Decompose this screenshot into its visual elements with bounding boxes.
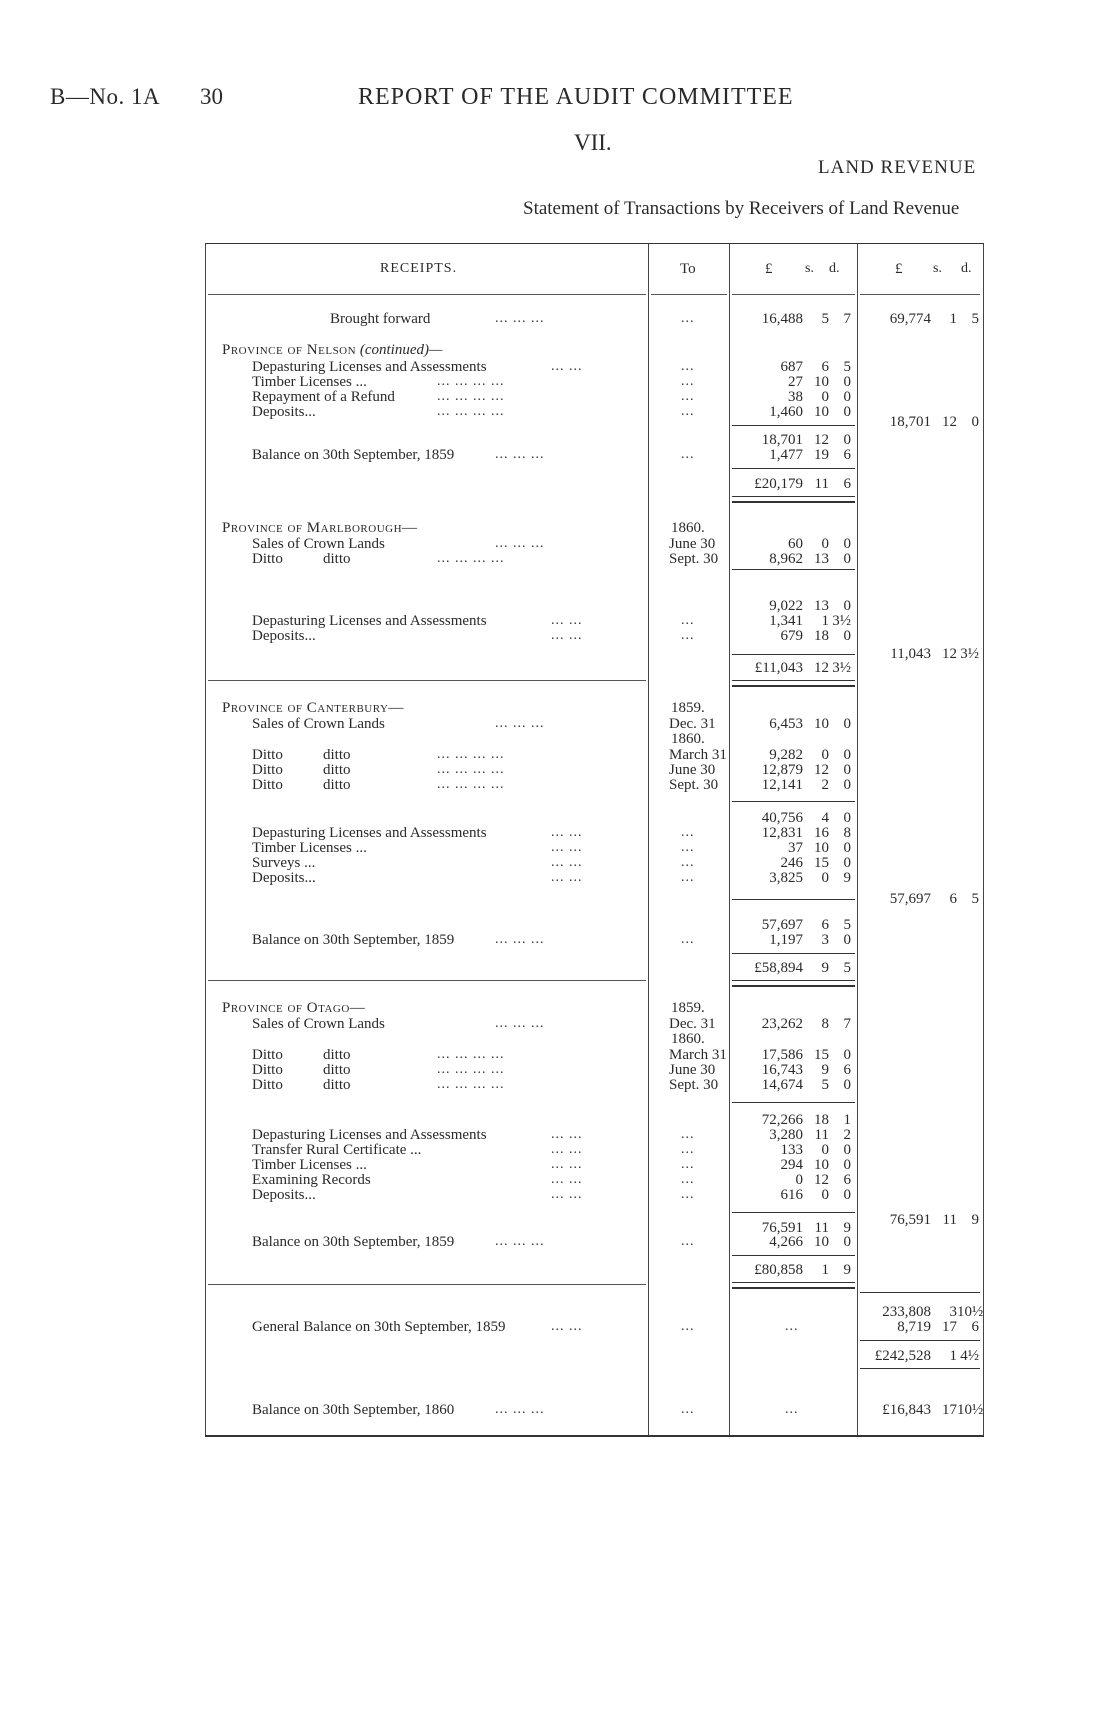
row-label: Deposits...	[252, 404, 316, 420]
canterbury-subtotal-2: 57,697 6 5	[761, 917, 851, 933]
sales-label: Sales of Crown Lands	[252, 1016, 385, 1032]
otago-year-1: 1859.	[671, 1000, 705, 1016]
row-amount: 679 18 0	[780, 628, 851, 644]
canterbury-heading: Province of Canterbury—	[222, 700, 404, 716]
sales-date: Dec. 31	[669, 1016, 716, 1032]
row-label: Deposits...	[252, 870, 316, 886]
row-label: Surveys ...	[252, 855, 316, 871]
sales-date: March 31	[669, 1047, 727, 1063]
marlborough-subtotal: 9,022 13 0	[769, 598, 851, 614]
sales-amount: 16,743 9 6	[761, 1062, 851, 1078]
col-pence: d.	[829, 261, 840, 276]
nelson-heading: Province of Nelson (continued)—	[222, 342, 443, 358]
row-amount: 616 0 0	[780, 1187, 851, 1203]
final-balance: £16,843 1710½	[882, 1402, 984, 1418]
col-pound-2: £	[895, 261, 903, 277]
sales-amount: 17,586 15 0	[761, 1047, 851, 1063]
sales-date: June 30	[669, 1062, 716, 1078]
sales-amount: 23,262 8 7	[761, 1016, 851, 1032]
sales-label-ditto: ditto	[323, 1047, 351, 1063]
row-amount: 687 6 5	[780, 359, 851, 375]
sales-amount: 12,141 2 0	[761, 777, 851, 793]
page-number: 30	[200, 84, 223, 109]
row-amount: 38 0 0	[788, 389, 851, 405]
col-receipts: RECEIPTS.	[380, 261, 458, 276]
canterbury-subtotal: 40,756 4 0	[761, 810, 851, 826]
nelson-right-total: 18,701 12 0	[889, 414, 979, 430]
brought-forward-amount: 16,488 5 7	[761, 311, 851, 327]
otago-right-total: 76,591 11 9	[889, 1212, 979, 1228]
row-label: Timber Licenses ...	[252, 374, 367, 390]
otago-subtotal-2: 76,591 11 9	[761, 1220, 851, 1236]
general-sum: 233,808 310½	[882, 1304, 984, 1320]
sales-date: Sept. 30	[669, 777, 719, 793]
col-shillings: s.	[805, 261, 814, 276]
brought-forward-label: Brought forward	[330, 311, 431, 327]
sales-label-ditto: ditto	[323, 777, 351, 793]
row-label: Depasturing Licenses and Assessments	[252, 359, 487, 375]
row-label: Transfer Rural Certificate ...	[252, 1142, 422, 1158]
col-shillings-2: s.	[933, 261, 942, 276]
sales-amount: 12,879 12 0	[761, 762, 851, 778]
row-label: Timber Licenses ...	[252, 840, 367, 856]
canterbury-balance: 1,197 3 0	[769, 932, 851, 948]
sales-date: Sept. 30	[669, 551, 719, 567]
sales-amount: 6,453 10 0	[769, 716, 851, 732]
col-pound: £	[765, 261, 773, 277]
sales-label: Ditto	[252, 762, 283, 778]
row-amount: 3,825 0 9	[769, 870, 851, 886]
row-amount: 1,460 10 0	[769, 404, 851, 420]
canterbury-balance-label: Balance on 30th September, 1859	[252, 932, 455, 948]
row-label: Depasturing Licenses and Assessments	[252, 1127, 487, 1143]
sales-date: Sept. 30	[669, 1077, 719, 1093]
nelson-balance-label: Balance on 30th September, 1859	[252, 447, 455, 463]
sales-label-ditto: ditto	[323, 1077, 351, 1093]
row-amount: 3,280 11 2	[769, 1127, 851, 1143]
sales-date: Dec. 31	[669, 716, 716, 732]
otago-subtotal: 72,266 18 1	[761, 1112, 851, 1128]
sales-label-ditto: ditto	[323, 747, 351, 763]
canterbury-year-1: 1859.	[671, 700, 705, 716]
row-amount: 294 10 0	[780, 1157, 851, 1173]
sales-date: June 30	[669, 762, 716, 778]
marlborough-year: 1860.	[671, 520, 705, 536]
marlborough-total: £11,043 12 3½	[754, 660, 851, 676]
document-reference: B—No. 1A	[50, 84, 161, 109]
page-title: REPORT OF THE AUDIT COMMITTEE	[358, 84, 794, 110]
sales-label-ditto: ditto	[323, 762, 351, 778]
otago-year-2: 1860.	[671, 1031, 705, 1047]
sales-label: Ditto	[252, 1047, 283, 1063]
sales-amount: 14,674 5 0	[761, 1077, 851, 1093]
general-total: £242,528 1 4½	[874, 1348, 979, 1364]
row-label: Deposits...	[252, 628, 316, 644]
brought-forward-total: 69,774 1 5	[889, 311, 979, 327]
marlborough-heading: Province of Marlborough—	[222, 520, 418, 536]
row-amount: 12,831 16 8	[761, 825, 851, 841]
row-label: Examining Records	[252, 1172, 371, 1188]
canterbury-right-total: 57,697 6 5	[889, 891, 979, 907]
row-label: Repayment of a Refund	[252, 389, 395, 405]
nelson-subtotal: 18,701 12 0	[761, 432, 851, 448]
row-amount: 1,341 1 3½	[769, 613, 851, 629]
sales-label: Sales of Crown Lands	[252, 716, 385, 732]
sales-amount: 9,282 0 0	[769, 747, 851, 763]
row-amount: 27 10 0	[788, 374, 851, 390]
marlborough-right-total: 11,043 12 3½	[890, 646, 979, 662]
row-label: Deposits...	[252, 1187, 316, 1203]
sales-label: Ditto	[252, 1062, 283, 1078]
canterbury-year-2: 1860.	[671, 731, 705, 747]
row-amount: 37 10 0	[788, 840, 851, 856]
otago-total: £80,858 1 9	[754, 1262, 851, 1278]
row-amount: 246 15 0	[780, 855, 851, 871]
subject-heading: LAND REVENUE	[818, 157, 977, 178]
sales-label: Sales of Crown Lands	[252, 536, 385, 552]
sales-amount: 60 0 0	[788, 536, 851, 552]
row-amount: 0 12 6	[795, 1172, 851, 1188]
general-balance-label: General Balance on 30th September, 1859	[252, 1319, 506, 1335]
sales-label: Ditto	[252, 747, 283, 763]
otago-balance: 4,266 10 0	[769, 1234, 851, 1250]
final-balance-label: Balance on 30th September, 1860	[252, 1402, 455, 1418]
sales-date: March 31	[669, 747, 727, 763]
col-to: To	[680, 261, 696, 277]
sales-label: Ditto	[252, 1077, 283, 1093]
row-label: Depasturing Licenses and Assessments	[252, 613, 487, 629]
sales-label-ditto: ditto	[323, 1062, 351, 1078]
row-label: Timber Licenses ...	[252, 1157, 367, 1173]
nelson-total: £20,179 11 6	[754, 476, 851, 492]
sales-label: Ditto	[252, 777, 283, 793]
land-revenue-table: RECEIPTS. To £ s. d. £ s. d. Brought forward ... ... ... ... 16,488 5 7 69,774 1 5 Province of Nelson (continued)— Depasturing Licenses and Assessments ... ... ... 687 6 5 Timber Licenses ... ... ... ... ... ... 27 10 0 Repayment of a Refund ... ... ... ... ... 38 0 0 Deposits... ... ... ... ... ... 1,460 10 0 18,701 12 0 Balance on 30th September, 1859 ... ... ... ... 1,477 19 6 £20,179 11 6 18,701 12 0 Province of Marlborough— 1860. Sales of Crown Lands ... ... ... June 30 60 0 0 Ditto ditto ... ... ... ... Sept. 30 8,962 13 0 9,022 13 0 Depasturing Licenses and Assessments ... ... ... 1,341 1 3½ Deposits... ... ... ... 679 18 0 £11,043 12 3½ 11,043 12 3½ Province of Canterbury— 1859. 1860. Sales of Crown Lands ... ... ... Dec. 31 6,453 10 0 Ditto ditto ... ... ... ... March 31 9,282 0 0 Ditto ditto ... ... ... ... June 30 12,879 12 0 Ditto ditto ... ... ... ... Sept. 30 12,141 2 0 40,756 4 0 Depasturing Licenses and Assessments ... ... ... 12,831 16 8 Timber Licenses ... ... ... ... 37 10 0 Surveys ... ... ... ... 246 15 0 Deposits... ... ... ... 3,825 0 9 57,697 6 5 Balance on 30th September, 1859 ... ... ... ... 1,197 3 0 £58,894 9 5 57,697 6 5 Province of Otago— 1859. 1860. Sales of Crown Lands ... ... ... Dec. 31 23,262 8 7 Ditto ditto ... ... ... ... March 31 17,586 15 0 Ditto ditto ... ... ... ... June 30 16,743 9 6 Ditto ditto ... ... ... ... Sept. 30 14,674 5 0 72,266 18 1 Depasturing Licenses and Assessments ... ... ... 3,280 11 2 Transfer Rural Certificate ... ... ... ... 133 0 0 Timber Licenses ... ... ... ... 294 10 0 Examining Records ... ... ... 0 12 6 Deposits... ... ... ... 616 0 0 76,591 11 9 Balance on 30th September, 1859 ... ... ... ... 4,266 10 0 £80,858 1 9 76,591 11 9 233,808 310½ General Balance on 30th September, 1859 ... ... ... ... 8,719 17 6 £242,528 1 4½ Balance on 30th September, 1860 ... ... ... ... ... £16,843 1710½	[205, 243, 984, 1437]
section-number: VII.	[574, 130, 612, 155]
row-amount: 133 0 0	[780, 1142, 851, 1158]
sales-date: June 30	[669, 536, 716, 552]
otago-heading: Province of Otago—	[222, 1000, 366, 1016]
statement-heading: Statement of Transactions by Receivers of Land Revenue	[523, 198, 960, 219]
sales-label-ditto: ditto	[323, 551, 351, 567]
general-balance: 8,719 17 6	[897, 1319, 979, 1335]
row-label: Depasturing Licenses and Assessments	[252, 825, 487, 841]
col-pence-2: d.	[961, 261, 972, 276]
sales-amount: 8,962 13 0	[769, 551, 851, 567]
otago-balance-label: Balance on 30th September, 1859	[252, 1234, 455, 1250]
nelson-balance: 1,477 19 6	[769, 447, 851, 463]
canterbury-total: £58,894 9 5	[754, 960, 851, 976]
sales-label: Ditto	[252, 551, 283, 567]
